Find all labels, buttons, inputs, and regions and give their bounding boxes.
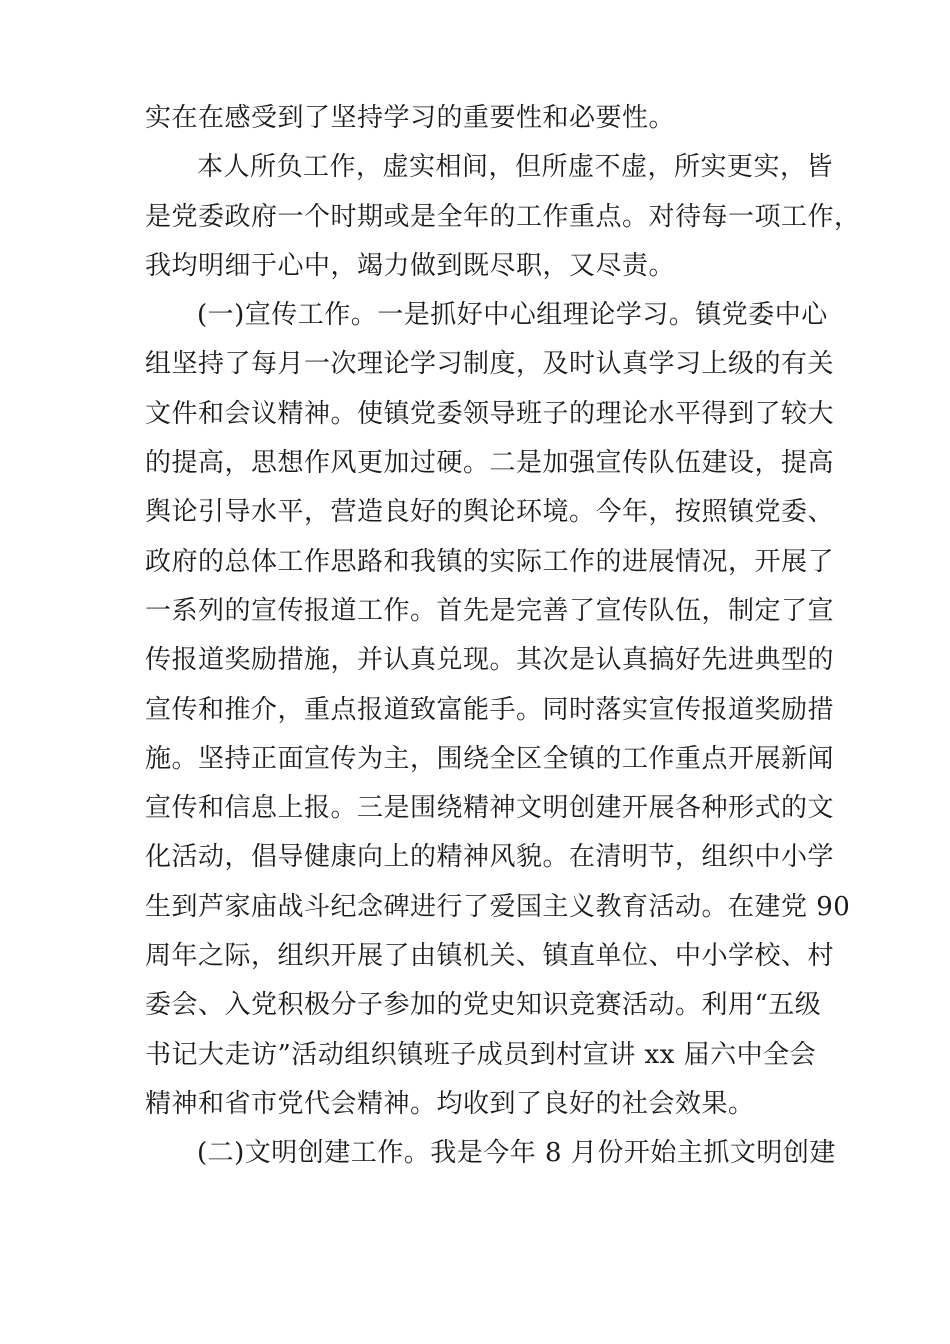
- text-line: 实在在感受到了坚持学习的重要性和必要性。: [145, 103, 676, 133]
- text-line: 文件和会议精神。使镇党委领导班子的理论水平得到了较大: [145, 398, 835, 429]
- text-line: 传报道奖励措施，并认真兑现。其次是认真搞好先进典型的: [145, 645, 835, 676]
- text-line: 宣传和信息上报。三是围绕精神文明创建开展各种形式的文: [145, 793, 835, 824]
- text-line: 是党委政府一个时期或是全年的工作重点。对待每一项工作，: [145, 201, 861, 232]
- text-line: 书记大走访”活动组织镇班子成员到村宣讲 xx 届六中全会: [145, 1039, 817, 1070]
- text-line: 精神和省市党代会精神。均收到了良好的社会效果。: [145, 1088, 755, 1119]
- text-line: 生到芦家庙战斗纪念碑进行了爱国主义教育活动。在建党 90: [145, 891, 851, 922]
- text-line: 宣传和推介，重点报道致富能手。同时落实宣传报道奖励措: [145, 694, 835, 725]
- text-line: 我均明细于心中，竭力做到既尽职，又尽责。: [145, 250, 676, 281]
- text-line: 一系列的宣传报道工作。首先是完善了宣传队伍，制定了宣: [145, 595, 835, 626]
- text-line: 组坚持了每月一次理论学习制度，及时认真学习上级的有关: [145, 349, 835, 380]
- text-line: 政府的总体工作思路和我镇的实际工作的进展情况，开展了: [145, 546, 835, 577]
- text-line: 化活动，倡导健康向上的精神风貌。在清明节，组织中小学: [145, 842, 835, 873]
- text-line: 委会、入党积极分子参加的党史知识竞赛活动。利用“五级: [145, 990, 822, 1021]
- body-text: [145, 94, 861, 1179]
- text-line: 的提高，思想作风更加过硬。二是加强宣传队伍建设，提高: [145, 448, 835, 479]
- text-line: (二)文明创建工作。我是今年 8 月份开始主抓文明创建: [197, 1138, 836, 1169]
- text-line: (一)宣传工作。一是抓好中心组理论学习。镇党委中心: [197, 300, 828, 331]
- text-line: 周年之际，组织开展了由镇机关、镇直单位、中小学校、村: [145, 941, 835, 972]
- text-line: 本人所负工作，虚实相间，但所虚不虚，所实更实，皆: [197, 152, 834, 183]
- text-line: 施。坚持正面宣传为主，围绕全区全镇的工作重点开展新闻: [145, 743, 835, 774]
- text-line: 舆论引导水平，营造良好的舆论环境。今年，按照镇党委、: [145, 497, 835, 528]
